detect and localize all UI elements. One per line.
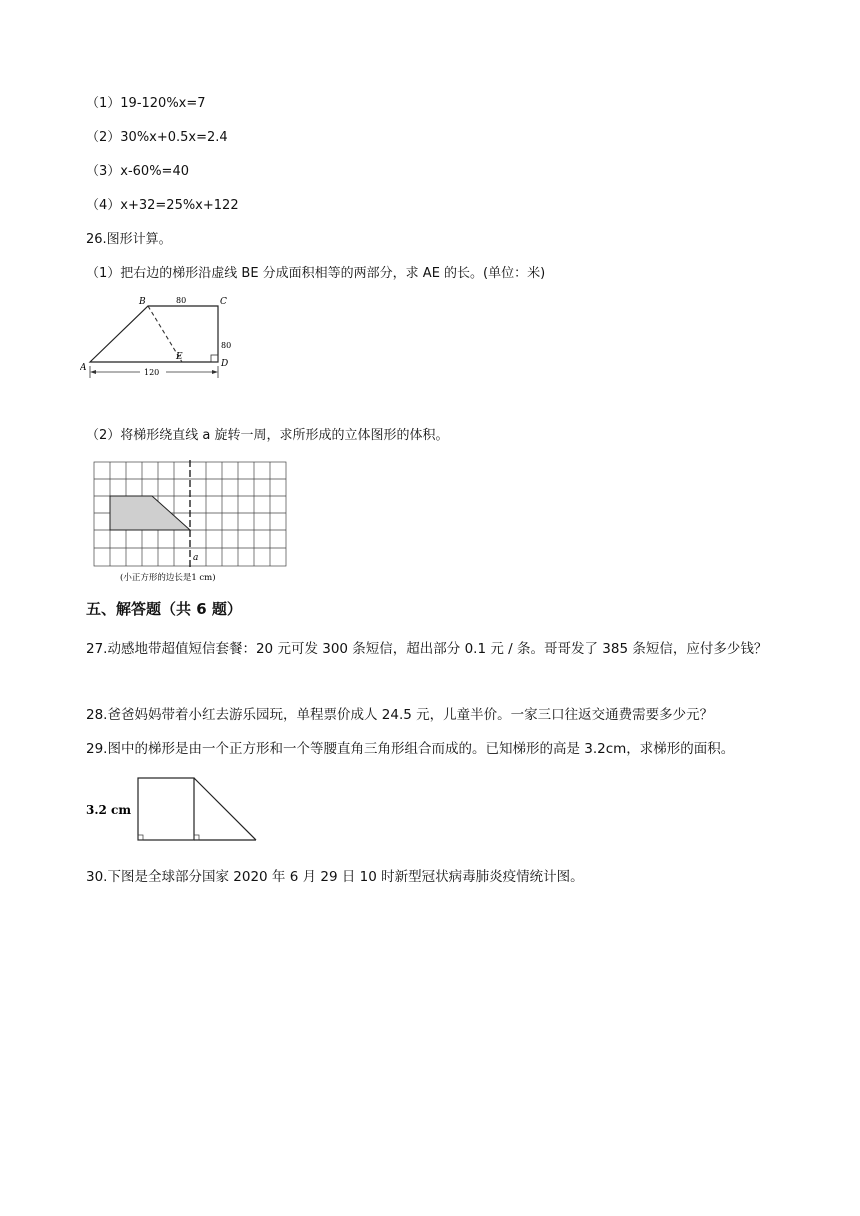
label-b: B: [139, 297, 146, 307]
question-29: 29.图中的梯形是由一个正方形和一个等腰直角三角形组合而成的。已知梯形的高是 3.2cm，求梯形的面积。: [86, 741, 735, 757]
label-c: C: [220, 297, 227, 307]
equation-4: （4）x+32=25%x+122: [86, 198, 239, 213]
section-5-title: 五、解答题（共 6 题）: [86, 600, 242, 618]
square-triangle-figure: [84, 772, 274, 848]
trapezoid-figure: [80, 290, 240, 382]
question-27: 27.动感地带超值短信套餐：20 元可发 300 条短信，超出部分 0.1 元 / 条。哥哥发了 385 条短信，应付多少钱？: [86, 641, 768, 657]
question-26-part-2: （2）将梯形绕直线 a 旋转一周，求所形成的立体图形的体积。: [86, 428, 449, 443]
question-28: 28.爸爸妈妈带着小红去游乐园玩，单程票价成人 24.5 元，儿童半价。一家三口往返交通费需要多少元？: [86, 707, 714, 723]
grid-caption: (小正方形的边长是1 cm): [120, 573, 216, 583]
question-26-part-1: （1）把右边的梯形沿虚线 BE 分成面积相等的两部分，求 AE 的长。(单位：米): [86, 266, 546, 281]
label-top: 80: [176, 296, 187, 305]
height-label: 3.2 cm: [86, 803, 132, 817]
label-a: A: [80, 363, 87, 373]
question-26-title: 26.图形计算。: [86, 232, 172, 247]
label-right: 80: [221, 341, 232, 350]
axis-label: a: [193, 553, 199, 563]
grid-rotation-figure: [90, 458, 290, 588]
label-d: D: [221, 359, 229, 369]
label-e: E: [176, 352, 183, 362]
equation-1: （1）19-120%x=7: [86, 96, 206, 111]
equation-3: （3）x-60%=40: [86, 164, 189, 179]
equation-2: （2）30%x+0.5x=2.4: [86, 130, 228, 145]
label-bottom: 120: [144, 368, 160, 377]
question-30: 30.下图是全球部分国家 2020 年 6 月 29 日 10 时新型冠状病毒肺炎疫情统计图。: [86, 869, 584, 885]
